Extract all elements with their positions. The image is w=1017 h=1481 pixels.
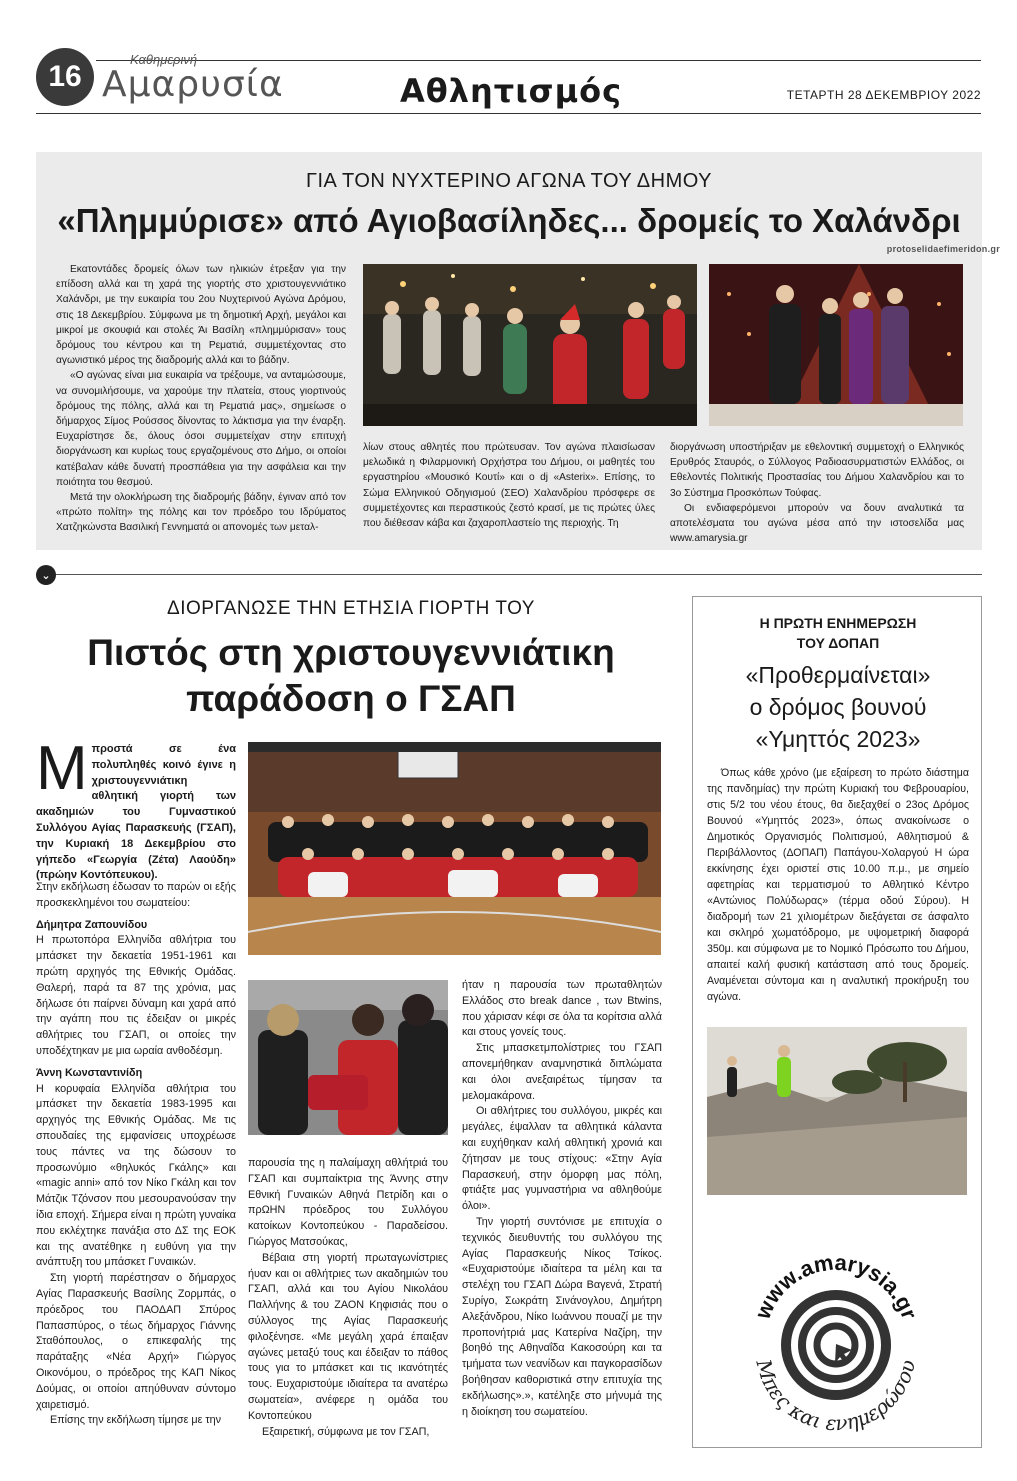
article2-paragraph: παρουσία της η παλαίμαχη αθλήτριά του ΓΣΑΠ και συμπαίκτρια της Άννης στην Εθνική Γυναικών Αθηνά Πετρίδη και ο πρΩΗΝ πρόεδρος του Συλλόγου κατοίκων Κοντοπεύκου - Παραδείσου. Γιώργος Ματσούκας,	[248, 1157, 448, 1248]
article2-paragraph: Στην εκδήλωση έδωσαν το παρών οι εξής προσκεκλημένοι του σωματείου:	[36, 881, 236, 909]
article2-paragraph: Βέβαια στη γιορτή πρωταγωνίστριες ήυαν και οι αθλήτριες των ακαδημιών του ΓΣΑΠ, αλλά και του Αγίου Νικολάου Παλλήνης & του ΖΑΟΝ Κηφισιάς που ο σύλλογος της Αγίας Παρασκευής φιλοξένησε. «Με μεγάλη χαρά έπαιξαν αγώνες μεταξύ τους και έδειξαν το πάθος τους για το μπάσκετ και τις ικανότητές τους. Ευχαριστούμε ιδιαίτερα τα ανατέρω σωματεία», ανέφερε η ομάδα του Κοντοπεύκου	[248, 1251, 448, 1422]
article2-headline	[36, 630, 666, 722]
article2-paragraph: Η πρωτοπόρα Ελληνίδα αθλήτρια του μπάσκετ την δεκαετία 1951-1961 και πρώτη αρχηγός της Εθνικής Ομάδας. Θαλερή, παρά τα 87 της χρόνια, μας δήλωσε ότι παίρνει δύναμη και χαρά από την αγάπη που τις έδειξαν οι μικρές αθλήτριες του ΓΣΑΠ, οι οποίες την υποδέχτηκαν με μια ωραία ανθοδέσμη.	[36, 934, 236, 1057]
trail-runner-photo	[707, 1027, 967, 1195]
article1-paragraph: «Ο αγώνας είναι μια ευκαιρία να τρέξουμε, να ανταμώσουμε, να συνομιλήσουμε, να χαρούμε την πλατεία, στους γιορτινούς δρόμους της πόλης, αλλά και τη Ρεματιά μας», σημείωσε ο δήμαρχος Σίμος Ρούσσος δίνοντας το λάκτισμα για την έναρξη. Ευχαρίστησε δε, όλους όσοι συμμετείχαν στην επιτυχή διοργάνωση και κυρίως τους εργαζομένους στο Δήμο, οι οποίοι κατέβαλαν κάθε δυνατή προσπάθεια για την ασφάλεια και την ποιότητα του θεσμού.	[56, 370, 346, 488]
sidebar-paragraph: Όπως κάθε χρόνο (με εξαίρεση το πρώτο διάστημα της πανδημίας) την πρώτη Κυριακή του Φεβρουαρίου, στις 5/2 του νέου έτους, θα διεξαχθεί ο 23ος Δρόμος Βουνού «Υμηττός 2023», όπως ανακοίνωσε ο Δημοτικός Οργανισμός Πολιτισμού, Αθλητισμού & Περιβάλλοντος (ΔΟΠΑΠ) Παπάγου-Χολαργού Η ώρα εκκίνησης έχει οριστεί στις 10.00 π.μ., με σημείο αφετηρίας και τερματισμού το Αθλητικό Κέντρο «Αντώνιος Πολύδωρας» (τέρμα οδού Σύρου). Η διαδρομή των 21 χιλιομέτρων διεξάγεται σε άσφαλτο και σκληρό χωματόδρομο, με υψομετρική διαφορά 350μ. και σύμφωνα με το Νομικό Πρόσωπο του Δήμου, απαιτεί καλή φυσική κατάσταση από τους δρομείς. Αναμένεται σύντομα και η αναλυτική προκήρυξη του αγώνα.	[707, 767, 969, 1003]
sidebar-body	[707, 765, 969, 1005]
article2-paragraph: Οι αθλήτριες του συλλόγου, μικρές και μεγάλες, έψαλλαν τα αθλητικά κάλαντα και ευχήθηκαν καλή αθλητική χρονιά και ζήτησαν με τους στίχους: «Στην Αγία Παρασκευή, στην όμορφη μας πόλη, φτιάξτε μας γυμναστήρια να αθληθούμε όλοι».	[462, 1105, 662, 1213]
article1-kicker: ΓΙΑ ΤΟΝ ΝΥΧΤΕΡΙΝΟ ΑΓΩΝΑ ΤΟΥ ΔΗΜΟΥ	[305, 170, 713, 192]
article2-kicker: ΔΙΟΡΓΑΝΩΣΕ ΤΗΝ ΕΤΗΣΙΑ ΓΙΟΡΤΗ ΤΟΥ	[167, 598, 535, 619]
section-title: Αθλητισμός	[400, 72, 623, 110]
article2-col1	[36, 880, 236, 1429]
sidebar-kicker	[693, 613, 983, 653]
article2-paragraph: ήταν η παρουσία των πρωταθλητών Ελλάδος στο break dance , των Btwins, που χάρισαν κέφι σε όλα τα κορίτσια αλλά και στους γονείς τους.	[462, 979, 662, 1039]
sidebar-headline	[693, 659, 983, 755]
article2-paragraph: Στις μπασκετμπολίστριες του ΓΣΑΠ απονεμήθηκαν αναμνηστικά διπλώματα και όλοι ανεξαιρέτως τίμησαν τα μελομακάρονα.	[462, 1042, 662, 1102]
article1-col3	[670, 440, 964, 546]
website-badge[interactable]	[736, 1240, 936, 1440]
article1-paragraph: Οι ενδιαφερόμενοι μπορούν να δουν αναλυτικά τα αποτελέσματα του αγώνα μέσα από την ιστοσελίδα μας www.amarysia.gr	[670, 502, 964, 545]
logo-subtitle: Καθημερινή	[130, 52, 198, 67]
article1-col2	[363, 440, 655, 531]
page-header	[0, 0, 1017, 120]
sidebar-kicker-line: ΤΟΥ ΔΟΠΑΠ	[796, 635, 880, 651]
article2-paragraph: Στη γιορτή παρέστησαν ο δήμαρχος Αγίας Παρασκευής Βασίλης Ζορμπάς, ο πρόεδρος του ΠΑΟΔΑΠ Σπύρος Παπασπύρος, ο τέως δήμαρχος Γιάννης Σταθόπουλος, ο επικεφαλής της παράταξης «Νέα Αρχή» Γιώργος Οικονόμου, ο πρόεδρος της ΚΑΠ Νίκος Δούμας, οι οποίοι απηύθυναν σύντομο χαιρετισμό.	[36, 1272, 236, 1411]
article1-paragraph: λίων στους αθλητές που πρώτευσαν. Τον αγώνα πλαισίωσαν μελωδικά η Φιλαρμονική Ορχήστρα του Δήμου, οι μαθητές του εργαστηρίου «Μουσικό Κουτί» και ο dj «Asterix». Επίσης, το Σώμα Ελληνικού Οδηγισμού (ΣΕΟ) Χαλανδρίου πρόσφερε σε συμμετέχοντες και περαστικούς ζεστό κρασί, με τις πρώτες ύλες που διέθεσαν κάβα και ζαχαροπλαστείο της περιοχής. Τη	[363, 442, 655, 530]
drop-cap: Μ	[36, 734, 88, 803]
guest-name: Δήμητρα Ζαπουνίδου	[36, 918, 148, 931]
article1-col1	[56, 262, 346, 536]
runners-photo	[363, 264, 697, 426]
article2-paragraph: Εξαιρετική, σύμφωνα με τον ΓΣΑΠ,	[262, 1425, 430, 1438]
article2-col2	[248, 1156, 448, 1440]
article1-paragraph: Μετά την ολοκλήρωση της διαδρομής βάδην, έγιναν από τον «πρώτο πολίτη» της πόλης και τον πρόεδρο του Ιδρύματος Χατζηκώνστα Βασιλική Γεννηματά οι απονομές των μεταλ-	[56, 492, 346, 534]
article1-paragraph: Εκατοντάδες δρομείς όλων των ηλικιών έτρεξαν για την επίδοση αλλά και τη χαρά της γιορτής στο χριστουγεννιάτικο Χαλάνδρι, με την ευκαιρία του 2ου Νυχτερινού Αγώνα Δρόμου, στις 18 Δεκεμβρίου. Σύμφωνα με τη δημοτική Αρχή, μεγάλοι και μικροί με σκουφιά και στολές Άι Βασίλη «πλημμύρισαν» τους δρόμους του κέντρου και τη Ρεματιά, συμμετέχοντας στο αγωνιστικό μέρος της διαδρομής αλλά και το βάδην.	[56, 264, 346, 367]
article2-paragraph: Η κορυφαία Ελληνίδα αθλήτρια του μπάσκετ την δεκαετία 1983-1995 και αρχηγός της Εθνικής Ομάδας. Με τις σπουδαίες της εμφανίσεις υποχρέωσε τους πάντες να της δώσουν το προσωνύμιο «θηλυκός Γκάλης» και «magic anni» από τον Νίκο Γκάλη και τον Μάτζικ Τζόνσον που μεσουρανούσαν την ίδια εποχή. Σήμερα είναι η πρώτη γυναίκα που εκλέχτηκε πανάξια στο ΔΣ της ΕΟΚ και της ανατέθηκε η ευθύνη για την ανάπτυξη του μπάσκετ Γυναικών.	[36, 1082, 236, 1269]
medal-ceremony-photo	[709, 264, 963, 426]
header-rule-bottom	[36, 113, 981, 114]
lead-text: προστά σε ένα πολυπληθές κοινό έγινε η χριστουγεννιάτικη αθλητική γιορτή των ακαδημιών του Γυμναστικού Συλλόγου Αγίας Παρασκευής (ΓΣΑΠ), την Κυριακή 18 Δεκεμβρίου στο γήπεδο «Γεωργία (Ζέτα) Λαούδη» (πρώην Κοντόπευκου).	[36, 743, 236, 882]
sidebar-kicker-line: Η ΠΡΩΤΗ ΕΝΗΜΕΡΩΣΗ	[759, 615, 917, 631]
article2-lead	[36, 734, 236, 884]
watermark: protoselidaefimeridon.gr	[886, 244, 1000, 254]
page-number: 16	[36, 48, 94, 106]
header-rule-top	[96, 60, 981, 61]
sidebar-headline-line: «Υμηττός 2023»	[755, 726, 921, 752]
badge-url: www.amarysia.gr	[749, 1249, 923, 1323]
article2-col3	[462, 978, 662, 1420]
chevron-down-icon: ⌄	[36, 565, 56, 585]
sidebar-headline-line: «Προθερμαίνεται»	[745, 662, 931, 688]
team-photo	[248, 742, 661, 955]
article2-headline-line: παράδοση ο ΓΣΑΠ	[186, 678, 516, 719]
badge-slogan: Μπες και ενημερώσου	[751, 1356, 921, 1436]
award-photo	[248, 980, 448, 1135]
article2-paragraph: Την γιορτή συντόνισε με επιτυχία ο τεχνικός διευθυντής του συλλόγου της Αγίας Παρασκευής Νίκος Τσίκος. «Ευχαριστούμε ιδιαίτερα τα μέλη και τα στελέχη του ΓΣΑΠ Δώρα Βαγενά, Στρατή Συρίγο, Σωκράτη Σινάνογλου, Δημήτρη Αλεξάνδρου, Νίκο Ιωάννου πουαζί με την προπονήτριά μας Κατερίνα Ναζίρη, την βοηθό της Αθηναΐδα Κακοσούρη και τα τμήματα των νεανίδων και παγκορασίδων βοήθησαν καθοριστικά στην επιτυχία της εκδήλωσης».», κατέληξε στο μήνυμά της η διοίκηση του σωματείου.	[462, 1215, 662, 1418]
newspaper-logo: Αμαρυσία	[102, 64, 284, 105]
chalandri-run-article	[36, 152, 1000, 550]
article2-paragraph: Επίσης την εκδήλωση τίμησε με την	[50, 1414, 222, 1427]
article1-paragraph: διοργάνωση υποστήριξαν με εθελοντική συμμετοχή ο Ελληνικός Ερυθρός Σταυρός, ο Σύλλογος Ραδιοασυρματιστών Ελλάδος, οι Εθελοντές Πολιτικής Προστασίας του Δήμου Χαλανδρίου και το 3ο Σύστημα Προσκόπων Τούφας.	[670, 442, 964, 499]
issue-date: ΤΕΤΑΡΤΗ 28 ΔΕΚΕΜΒΡΙΟΥ 2022	[786, 88, 981, 102]
article1-headline: «Πλημμύρισε» από Αγιοβασίληδες... δρομείς το Χαλάνδρι	[57, 202, 961, 239]
section-divider	[36, 574, 982, 575]
sidebar-headline-line: ο δρόμος βουνού	[749, 694, 927, 720]
article2-headline-line: Πιστός στη χριστουγεννιάτικη	[87, 632, 615, 673]
guest-name: Άννη Κωνσταντινίδη	[36, 1066, 143, 1079]
